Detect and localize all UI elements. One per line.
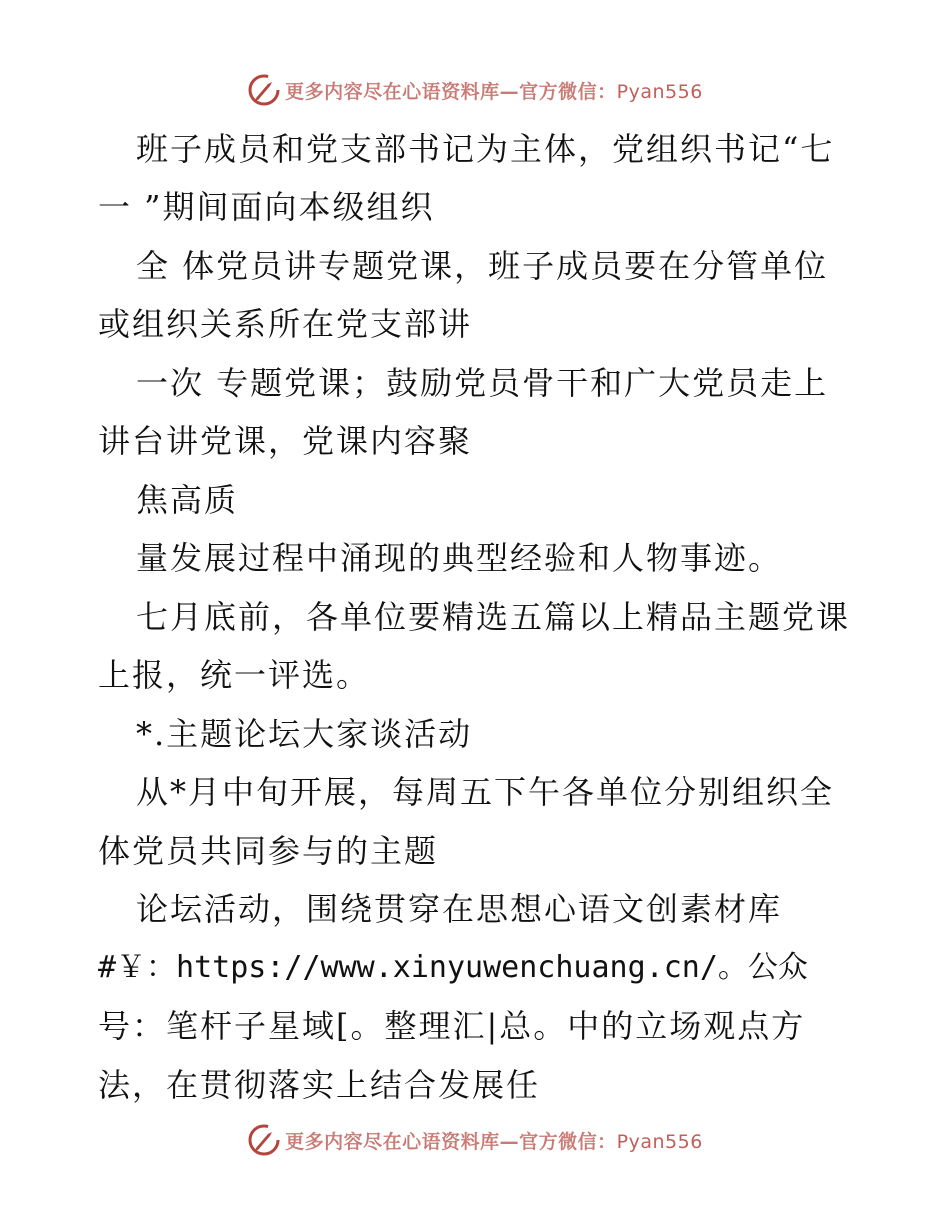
text-line: 一次 专题党课；鼓励党员骨干和广大党员走上 bbox=[136, 364, 829, 402]
text-line: 或组织关系所在党支部讲 bbox=[98, 305, 473, 343]
text-line: 讲台讲党课，党课内容聚 bbox=[98, 422, 473, 460]
text-line: 班子成员和党支部书记为主体，党组织书记“七 bbox=[136, 130, 835, 168]
text-line: 号：笔杆子星域[。整理汇|总。中的立场观点方 bbox=[98, 1007, 806, 1045]
header-watermark-text: 更多内容尽在心语资料库—官方微信：Pyan556 bbox=[285, 80, 703, 103]
text-line: 体党员共同参与的主题 bbox=[98, 832, 439, 870]
text-line: 一 ”期间面向本级组织 bbox=[98, 188, 435, 226]
text-line: 论坛活动，围绕贯穿在思想心语文创素材库 bbox=[136, 890, 783, 928]
text-line: 全 体党员讲专题党课，班子成员要在分管单位 bbox=[136, 247, 829, 285]
quill-logo-icon bbox=[247, 73, 281, 107]
text-line: 法，在贯彻落实上结合发展任 bbox=[98, 1066, 541, 1104]
header-watermark bbox=[0, 70, 950, 110]
quill-logo-icon bbox=[247, 1123, 281, 1157]
text-line: 从*月中旬开展，每周五下午各单位分别组织全 bbox=[136, 773, 835, 811]
text-line: 七月底前，各单位要精选五篇以上精品主题党课 bbox=[136, 598, 851, 636]
section-heading: *.主题论坛大家谈活动 bbox=[136, 715, 473, 753]
footer-watermark bbox=[0, 1120, 950, 1160]
text-line: 量发展过程中涌现的典型经验和人物事迹。 bbox=[136, 539, 783, 577]
footer-watermark-text: 更多内容尽在心语资料库—官方微信：Pyan556 bbox=[285, 1130, 703, 1153]
text-line: 上报，统一评选。 bbox=[98, 656, 371, 694]
text-line: 焦高质 bbox=[136, 481, 239, 519]
url-text-line: #￥：https://www.xinyuwenchuang.cn/。公众 bbox=[98, 950, 808, 985]
